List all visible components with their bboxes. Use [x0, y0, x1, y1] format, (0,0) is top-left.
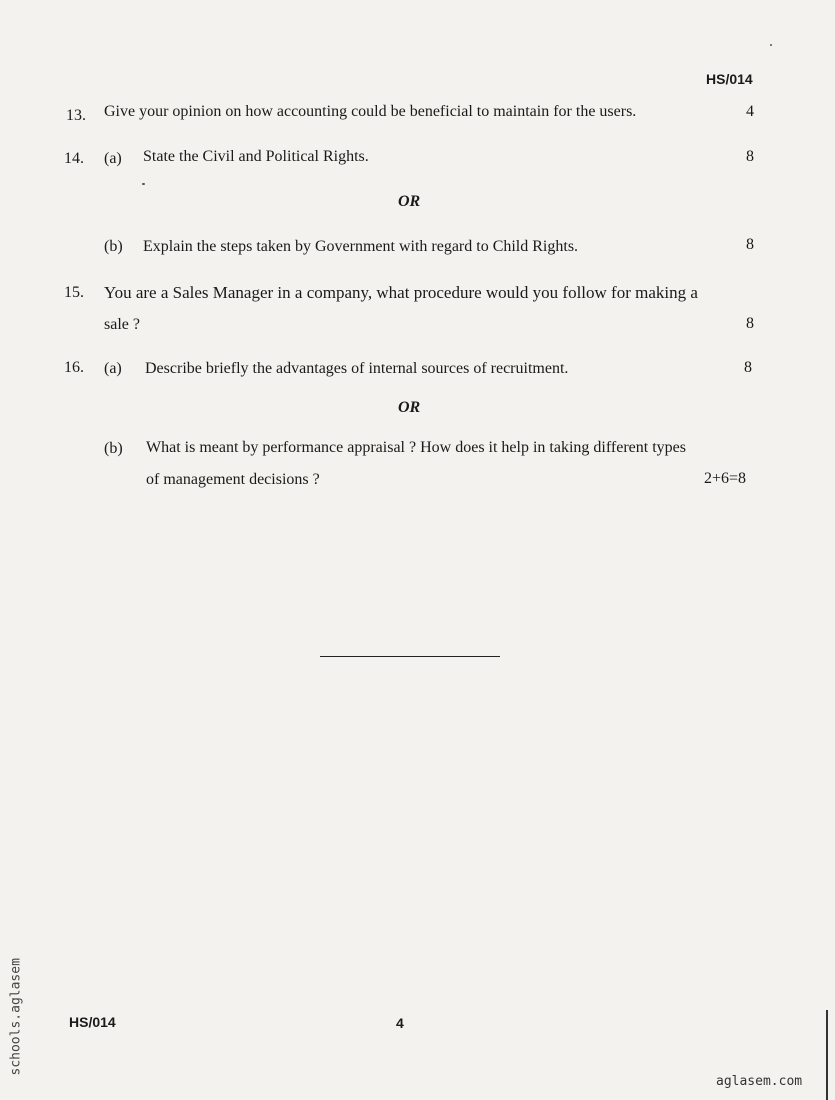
end-of-paper-rule [320, 656, 500, 657]
question-number: 14. [64, 150, 84, 167]
header-paper-code: HS/014 [706, 71, 753, 87]
question-number: 16. [64, 359, 84, 376]
part-b-text: Explain the steps taken by Government with regard to Child Rights. [143, 238, 579, 255]
question-number: 15. [64, 284, 84, 301]
footer-paper-code: HS/014 [69, 1014, 116, 1030]
part-b-marks: 2+6=8 [704, 470, 747, 487]
question-marks: 4 [746, 103, 754, 120]
question-marks: 8 [746, 315, 754, 332]
page-number: 4 [396, 1015, 404, 1031]
part-b-text-line-2: of management decisions ? [146, 471, 320, 488]
question-text: Give your opinion on how accounting could be beneficial to maintain for the users. [104, 103, 637, 120]
or-separator: OR [398, 399, 421, 416]
scan-edge-line [826, 1010, 828, 1100]
part-b-label: (b) [104, 238, 123, 255]
corner-watermark: aglasem.com [716, 1074, 803, 1089]
part-b-label: (b) [104, 440, 123, 457]
part-a-marks: 8 [746, 148, 754, 165]
part-a-text: State the Civil and Political Rights. [143, 148, 369, 165]
part-b-marks: 8 [746, 236, 754, 253]
scan-speck [142, 183, 145, 185]
question-text-line-2: sale ? [104, 316, 140, 333]
part-b-text-line-1: What is meant by performance appraisal ? How does it help in taking different types [146, 439, 686, 456]
part-a-label: (a) [104, 150, 122, 167]
or-separator: OR [398, 193, 421, 210]
side-watermark: schools.aglasem [8, 958, 24, 1076]
scan-speck [770, 44, 772, 46]
part-a-label: (a) [104, 360, 122, 377]
question-text-line-1: You are a Sales Manager in a company, what procedure would you follow for making a [104, 283, 698, 302]
part-a-marks: 8 [744, 359, 752, 376]
part-a-text: Describe briefly the advantages of internal sources of recruitment. [145, 360, 569, 377]
question-number: 13. [66, 107, 86, 124]
